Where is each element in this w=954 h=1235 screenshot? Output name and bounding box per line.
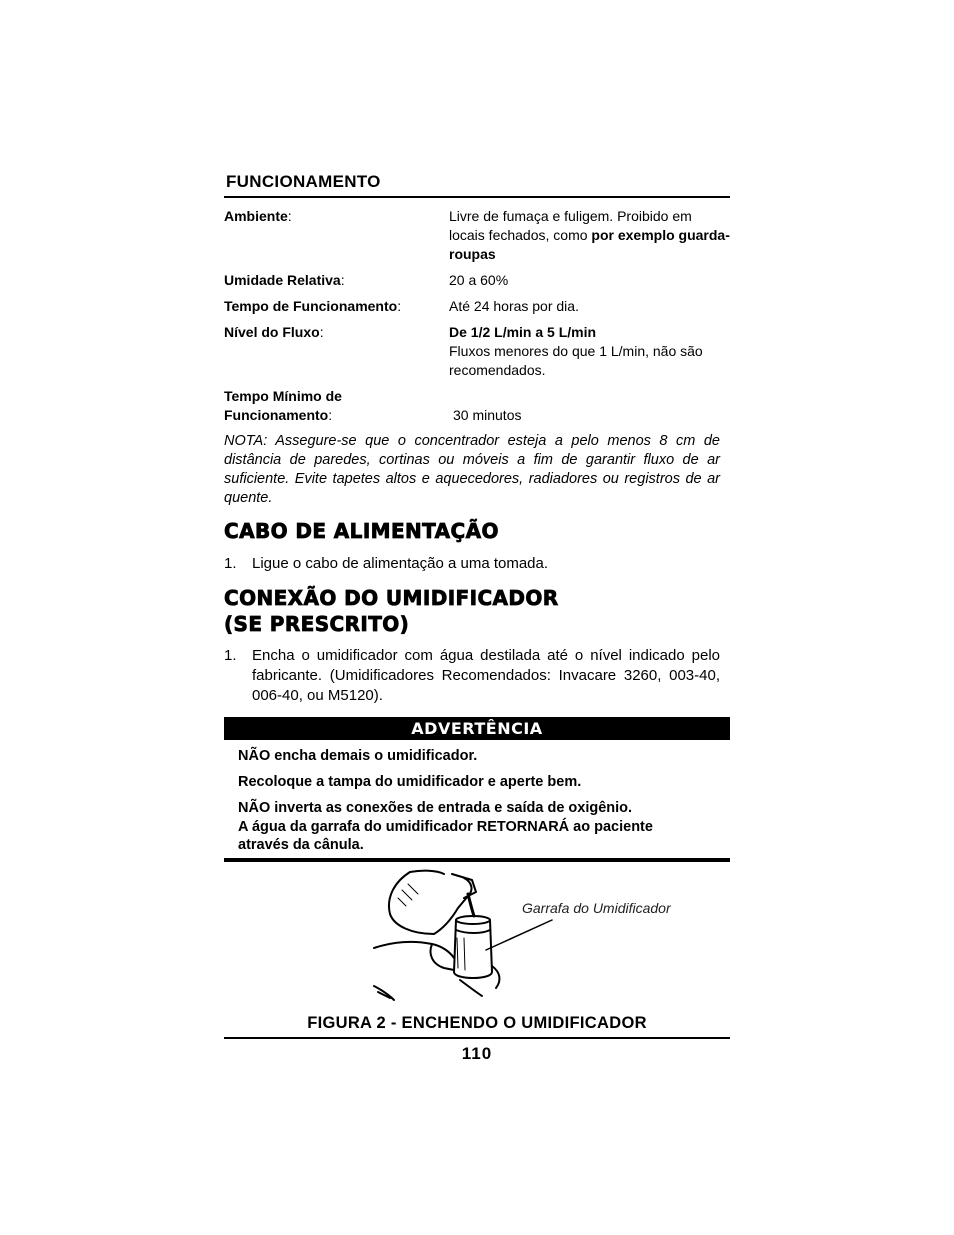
section-heading-operation: FUNCIONAMENTO xyxy=(226,172,381,191)
section-heading-power-cord: CABO DE ALIMENTAÇÃO xyxy=(224,519,499,543)
spec-label: Umidade Relativa: xyxy=(224,272,345,288)
caption-rule xyxy=(224,1037,730,1039)
spec-label: Ambiente: xyxy=(224,208,292,224)
section-heading-humidifier: CONEXÃO DO UMIDIFICADOR (SE PRESCRITO) xyxy=(224,586,559,636)
warning-rule xyxy=(224,858,730,862)
spec-label: Tempo de Funcionamento: xyxy=(224,298,402,314)
figure-caption: FIGURA 2 - ENCHENDO O UMIDIFICADOR xyxy=(307,1014,647,1032)
warning-banner xyxy=(224,717,730,740)
warning-line: Recoloque a tampa do umidificador e aperte bem. xyxy=(238,774,582,790)
warning-title: ADVERTÊNCIA xyxy=(411,719,543,738)
warning-line: A água da garrafa do umidificador RETORNARÁ ao paciente xyxy=(238,819,653,835)
spec-value: De 1/2 L/min a 5 L/min Fluxos menores do que 1 L/min, não são recomendados. xyxy=(449,324,703,378)
figure-label: Garrafa do Umidificador xyxy=(522,900,671,916)
warning-line: através da cânula. xyxy=(238,837,364,853)
warning-line: NÃO encha demais o umidificador. xyxy=(238,748,478,764)
warning-line: NÃO inverta as conexões de entrada e saída de oxigênio. xyxy=(238,800,633,816)
page-number: 110 xyxy=(461,1044,493,1063)
heading-rule xyxy=(224,196,730,198)
spec-value: Livre de fumaça e fuligem. Proibido em locais fechados, como por exemplo guarda-roupas xyxy=(449,208,730,262)
humidifier-filling-illustration xyxy=(372,868,692,1003)
spec-label: Nível do Fluxo: xyxy=(224,324,324,340)
spec-label: Tempo Mínimo de Funcionamento: xyxy=(224,388,342,423)
note-text: NOTA: Assegure-se que o concentrador esteja a pelo menos 8 cm de distância de paredes, cortinas ou móveis a fim de garantir fluxo de ar suficiente. Evite tapetes altos e aquecedores, radiadores ou registros de ar quente. xyxy=(224,433,720,506)
spec-value: 30 minutos xyxy=(453,407,522,423)
spec-value: Até 24 horas por dia. xyxy=(449,298,579,314)
spec-value: 20 a 60% xyxy=(449,272,509,288)
